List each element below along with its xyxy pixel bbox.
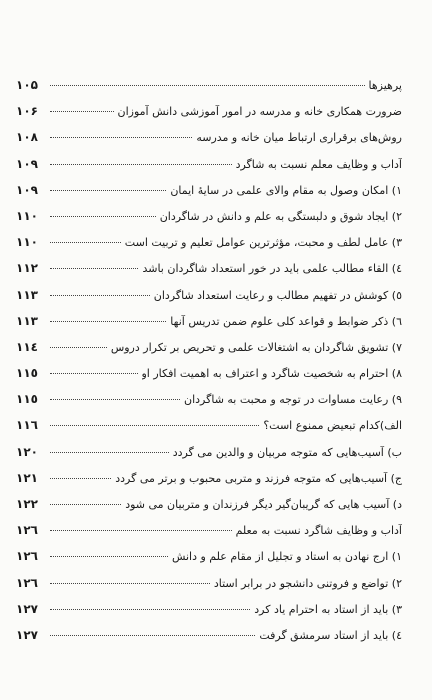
toc-entry: [16, 471, 402, 497]
toc-entry-page: ۱۰۹: [16, 182, 38, 197]
toc-entry-page: ۱۲٦: [16, 575, 38, 590]
dot-leader: [50, 530, 232, 531]
toc-entry-title: ۳) باید از استاد به احترام یاد کرد: [254, 602, 402, 616]
dot-leader: [50, 425, 259, 426]
toc-entry: [16, 261, 402, 287]
toc-entry-title: ۱) امکان وصول به مقام والای علمی در سایهٔ ایمان: [170, 183, 402, 197]
toc-entry-title: ۱) ارج نهادن به استاد و تجلیل از مقام علم و دانش: [171, 550, 402, 564]
dot-leader: [50, 478, 111, 479]
toc-entry-page: ۱۱۲: [16, 261, 38, 276]
table-of-contents: [16, 78, 402, 654]
toc-entry: [16, 340, 402, 366]
toc-entry: [16, 209, 402, 235]
toc-entry-title: آداب و وظایف شاگرد نسبت به معلم: [235, 524, 402, 538]
toc-entry-title: ۲) تواضع و فروتنی دانشجو در برابر استاد: [213, 576, 402, 590]
toc-entry-page: ۱۲۱: [16, 470, 38, 485]
toc-entry-title: ضرورت همکاری خانه و مدرسه در امور آموزشی دانش آموزان: [117, 105, 402, 119]
toc-entry-title: ٤) باید از استاد سرمشق گرفت: [259, 628, 402, 642]
toc-entry-title: ۳) عامل لطف و محبت، مؤثرترین عوامل تعلیم و تربیت است: [124, 236, 402, 250]
toc-entry-page: ۱۲۲: [16, 497, 38, 511]
toc-entry-page: ۱۲۷: [16, 627, 38, 642]
dot-leader: [50, 137, 192, 138]
toc-entry: [16, 445, 402, 471]
toc-entry: [16, 576, 402, 602]
toc-entry: [16, 157, 402, 183]
toc-entry-page: ۱۱٦: [16, 418, 38, 433]
dot-leader: [50, 609, 250, 610]
toc-entry-title: ۲) ایجاد شوق و دلبستگی به علم و دانش در شاگردان: [159, 209, 402, 223]
toc-entry: [16, 104, 402, 130]
toc-entry: [16, 549, 402, 575]
toc-entry-title: ٤) القاء مطالب علمی باید در خور استعداد شاگردان باشد: [142, 262, 402, 276]
toc-entry: [16, 497, 402, 523]
toc-entry: [16, 523, 402, 549]
toc-entry-page: ۱۱۳: [16, 313, 38, 328]
dot-leader: [50, 452, 169, 453]
toc-entry-title: پرهیزها: [368, 79, 402, 92]
toc-entry-page: ۱۱۳: [16, 287, 38, 302]
toc-entry: [16, 288, 402, 314]
toc-entry-title: آداب و وظایف معلم نسبت به شاگرد: [235, 157, 402, 171]
toc-entry-page: ۱۲٦: [16, 523, 38, 538]
dot-leader: [50, 373, 138, 374]
toc-entry: [16, 130, 402, 156]
dot-leader: [50, 216, 156, 217]
toc-entry-page: ۱۲۰: [16, 444, 38, 459]
dot-leader: [50, 347, 107, 348]
dot-leader: [50, 164, 232, 165]
toc-entry-page: ۱۱٥: [16, 392, 38, 407]
toc-entry: [16, 602, 402, 628]
dot-leader: [50, 85, 365, 86]
toc-entry-title: د) آسیب هایی که گریبان‌گیر دیگر فرزندان و متربیان می شود: [125, 498, 402, 511]
toc-entry-title: ج) آسیب‌هایی که متوجه فرزند و متربی محبوب و برتر می گردد: [115, 471, 402, 485]
dot-leader: [50, 295, 150, 296]
dot-leader: [50, 242, 121, 243]
toc-entry-title: الف)کدام تبعیض ممنوع است؟: [263, 419, 402, 433]
toc-entry-page: ۱۰۹: [16, 156, 38, 171]
toc-entry: [16, 628, 402, 654]
toc-entry-title: ۷) تشویق شاگردان به اشتغالات علمی و تحریص بر تکرار دروس: [110, 340, 402, 354]
toc-entry-page: ۱۱٤: [16, 339, 38, 354]
toc-entry: [16, 235, 402, 261]
toc-entry: [16, 78, 402, 104]
dot-leader: [50, 556, 168, 557]
toc-entry-page: ۱۱۰: [16, 235, 38, 250]
toc-entry-page: ۱۰۶: [16, 104, 38, 119]
toc-entry-title: ب) آسیب‌هایی که متوجه مربیان و والدین می گردد: [172, 445, 402, 459]
toc-entry-title: ۸) احترام به شخصیت شاگرد و اعتراف به اهمیت افکار او: [141, 367, 402, 381]
toc-entry-page: ۱۰۸: [16, 130, 38, 145]
toc-entry-title: ۹) رعایت مساوات در توجه و محبت به شاگردان: [184, 393, 402, 407]
toc-entry: [16, 392, 402, 418]
toc-entry-page: ۱۰۵: [16, 78, 38, 92]
toc-entry-page: ۱۲۷: [16, 601, 38, 616]
dot-leader: [50, 504, 121, 505]
dot-leader: [50, 635, 255, 636]
toc-entry: [16, 418, 402, 444]
toc-entry: [16, 183, 402, 209]
dot-leader: [50, 111, 114, 112]
dot-leader: [50, 583, 210, 584]
dot-leader: [50, 268, 138, 269]
toc-entry-page: ۱۲٦: [16, 549, 38, 564]
toc-entry: [16, 314, 402, 340]
toc-entry: [16, 366, 402, 392]
dot-leader: [50, 321, 166, 322]
toc-entry-title: ٦) ذکر ضوابط و قواعد کلی علوم ضمن تدریس آنها: [170, 314, 402, 328]
toc-entry-page: ۱۱۰: [16, 208, 38, 223]
toc-entry-page: ۱۱٥: [16, 366, 38, 381]
toc-entry-title: ٥) کوشش در تفهیم مطالب و رعایت استعداد شاگردان: [153, 288, 402, 302]
toc-entry-title: روش‌های برقراری ارتباط میان خانه و مدرسه: [196, 131, 402, 145]
dot-leader: [50, 399, 180, 400]
dot-leader: [50, 190, 166, 191]
